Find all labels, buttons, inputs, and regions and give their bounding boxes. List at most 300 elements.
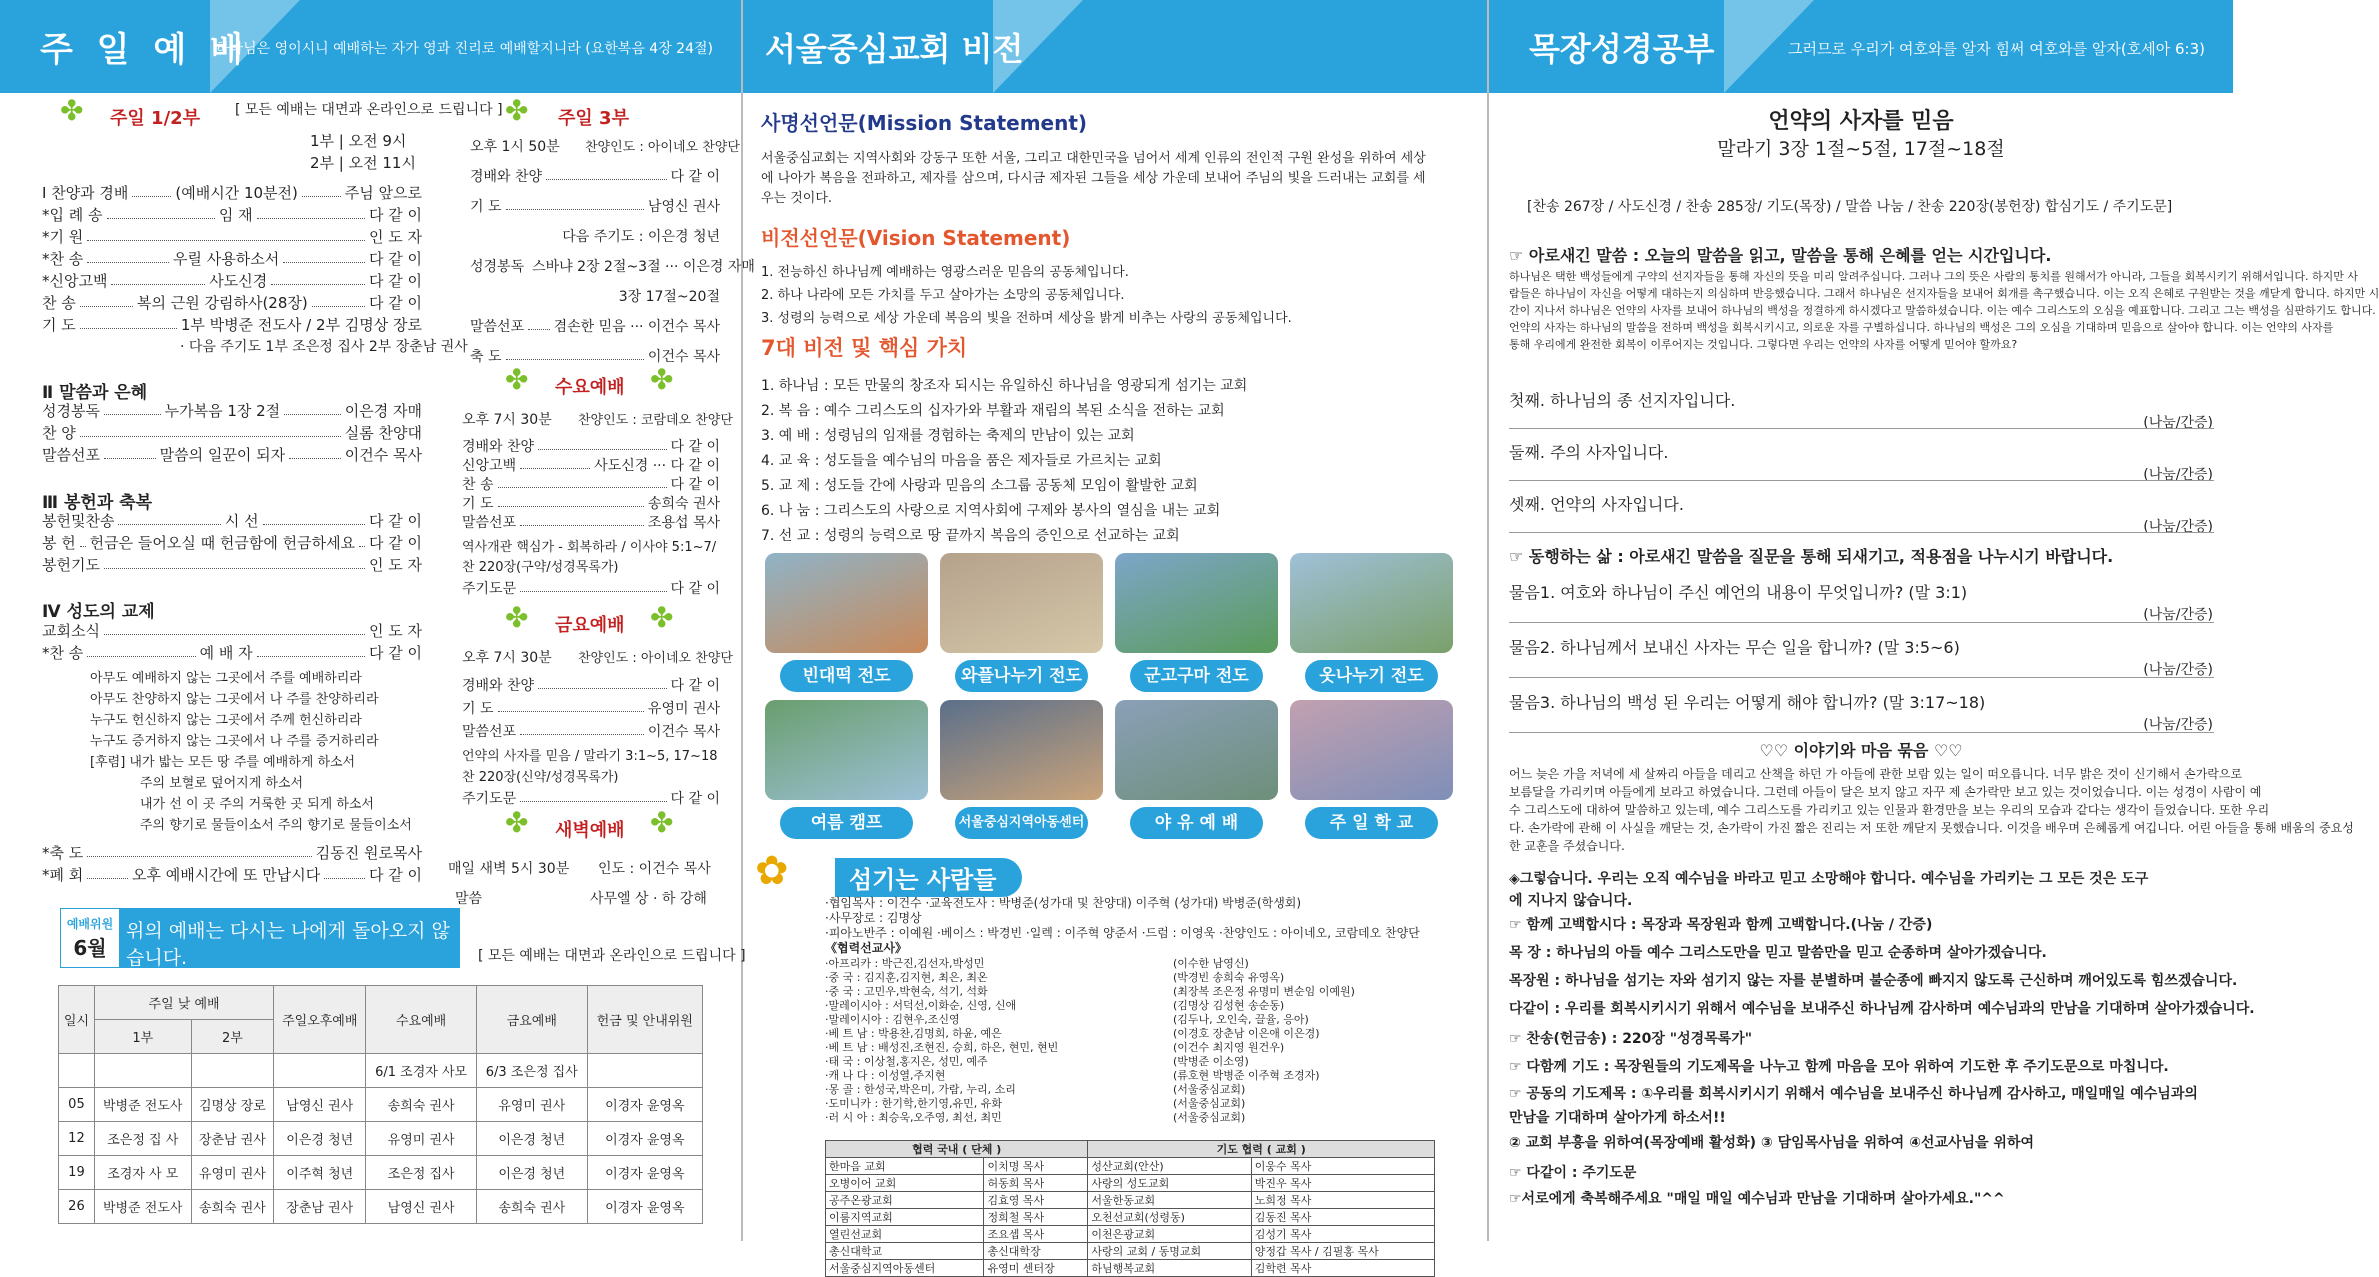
order-row [462,721,720,741]
order-person: 인 도 자 [368,556,422,574]
story-line: 수 그리스도에 대하여 말씀하고 있는데, 예수 그리스도를 가리키고 있는 인물과 환경만을 보는 우리의 모습과 같다는 생각이 들었습니다. 또한 우리 [1509,803,2270,817]
leader-dots [498,698,644,712]
missionary-sponsor: (이건수 최지영 원건우) [1173,1041,1285,1054]
table-header: 헌금 및 안내위원 [587,986,702,1054]
order-row [42,510,422,531]
photo-caption: 여름 캠프 [780,807,913,839]
order-item: 말씀선포 [462,724,517,740]
missionary-sponsor: (이경호 장춘남 이은애 이은경) [1173,1027,1320,1040]
value-item: 2. 복 음 : 예수 그리스도의 십자가와 부활과 재림의 복된 소식을 전하는 교회 [761,403,1225,419]
missionary-name: ·태 국 : 이상철,홍지은, 성민, 예주 [825,1055,988,1068]
table-cell: 이경자 윤영옥 [587,1088,702,1122]
answer-line [1509,532,2214,533]
share-label: (나눔/간증) [2143,467,2213,483]
table-cell: 송희숙 권사 [476,1190,587,1224]
order-item: 말씀선포 [42,446,100,464]
order-item: Ⅰ 찬양과 경배 [42,184,129,202]
coop-cell: 사랑의 교회 / 동명교회 [1088,1243,1251,1260]
table-cell [94,1054,191,1088]
coop-cell: 하님행복교회 [1088,1260,1251,1277]
leader-dots [506,346,644,360]
order-person: 다 같 이 [670,678,720,694]
order-person: 다 같 이 [670,439,720,455]
table-header: 수요예배 [366,986,477,1054]
coop-cell: 김효영 목사 [984,1192,1088,1209]
service3-time: 오후 1시 50분 [470,139,560,155]
section2-title: Ⅱ 말씀과 은혜 [42,383,148,403]
intro-line: 통해 우리에게 완전한 회복이 이루어지는 것입니다. 그렇다면 우리는 언약의 사자를 어떻게 믿어야 할까요? [1509,338,2018,351]
service3-title: 주일 3부 [558,108,629,129]
value-item: 6. 나 눔 : 그리스도의 사랑으로 지역사회에 구제와 봉사의 열심을 내는 교회 [761,503,1221,519]
answer-line [1509,428,2214,429]
order-item: 찬 송 [462,477,494,493]
table-cell: 유영미 권사 [476,1088,587,1122]
leader-dots [359,532,365,547]
order-item: *폐 회 [42,866,84,884]
order-row [42,422,422,443]
order-row [470,166,720,186]
coop-cell: 오병이어 교회 [826,1175,984,1192]
committee-table [58,985,703,1224]
share-label: (나눔/간증) [2143,607,2213,623]
dawn-word-value: 사무엘 상 · 하 강해 [590,891,707,907]
vision-column [743,0,1489,1275]
order-row [42,864,422,885]
activity-photo [1290,553,1453,653]
missionary-name: ·러 시 아 : 최승욱,오주영, 최선, 최민 [825,1111,1002,1124]
order-item: 기 도 [42,316,76,334]
vision-header [743,0,1487,93]
share-label: (나눔/간증) [2143,717,2213,733]
closing-line: 만남을 기대하며 살아가게 하소서!! [1509,1110,1726,1126]
order-row [42,400,422,421]
study-header-title: 목장성경공부 [1529,29,1715,68]
committee-banner [120,908,460,985]
missionary-name: ·베 트 남 : 배성진,조현진, 승희, 하은, 현민, 현빈 [825,1041,1059,1054]
order-person: 다 같 이 [670,581,720,597]
order-person: 주님 앞으로 [344,184,423,202]
leader-dots [263,510,365,525]
table-header: 금요예배 [476,986,587,1054]
value-item: 4. 교 육 : 성도들을 예수님의 마음을 품은 제자들로 가르치는 교회 [761,453,1162,469]
leader-dots [80,532,86,547]
coop-cell: 총신대학교 [826,1243,984,1260]
table-cell: 이은경 청년 [274,1122,366,1156]
wed-time: 오후 7시 30분 [462,412,552,428]
clover-icon: ✤ [650,363,674,396]
table-cell: 장춘남 권사 [191,1122,274,1156]
order-person: 조용섭 목사 [647,515,720,531]
leader-dots [80,314,177,329]
story-line: 어느 늦은 가을 저녁에 세 살짜리 아들을 데리고 산책을 하던 가 아들에 관한 보람 있는 일이 떠오릅니다. 너무 밝은 것이 신기해서 손가락으로 [1509,767,2243,781]
order-person: 이은경 자매 [344,402,423,420]
wed-text: 찬 220장(구약/성경목록가) [462,560,619,575]
order-item: 성경봉독 [470,259,525,275]
closing-line: ☞ 다함께 기도 : 목장원들의 기도제목을 나누고 함께 마음을 모아 위하여 기도한 후 주기도문으로 마칩니다. [1509,1059,2169,1075]
leader-dots [520,578,666,592]
coop-cell: 정희철 목사 [984,1209,1088,1226]
order-row [462,474,720,494]
activity-photo [1115,700,1278,800]
service1-time: 1부 | 오전 9시 [310,132,407,150]
seven-title: 7대 비전 및 핵심 가치 [761,336,968,360]
fri-leader: 찬양인도 : 아이네오 찬양단 [578,651,733,666]
mission-text-1: 서울중심교회는 지역사회와 강동구 또한 서울, 그리고 대한민국을 넘어서 세계 인류의 전인적 구원 완성을 위하여 세상 [761,151,1426,166]
table-row [59,1054,703,1088]
order-content: 누가복음 1장 2절 [164,402,281,420]
order-content: (예배시간 10분전) [175,184,298,202]
table-cell: 유영미 권사 [366,1122,477,1156]
table-cell: 이은경 청년 [476,1122,587,1156]
vision-item: 2. 하나 나라에 모든 가치를 두고 살아가는 소망의 공동체입니다. [761,288,1125,303]
value-item: 3. 예 배 : 성령님의 임재를 경험하는 축제의 만남이 있는 교회 [761,428,1135,444]
coop-row [826,1243,1435,1260]
coop-cell: 한마음 교회 [826,1158,984,1175]
committee-label: 예배위원 [66,917,114,931]
lyric-line: 주의 보혈로 덮어지게 하소서 [140,776,304,791]
vision-item: 1. 전능하신 하나님께 예배하는 영광스러운 믿음의 공동체입니다. [761,265,1129,280]
clover-icon: ✤ [505,601,529,634]
coop-cell: 이천은광교회 [1088,1226,1251,1243]
leader-dots [132,182,171,197]
order-item: *축 도 [42,844,84,862]
table-header-row [59,986,703,1020]
order-row [42,620,422,641]
coop-cell: 허동희 목사 [984,1175,1088,1192]
leader-dots [104,554,365,569]
coop-header: 기도 협력 ( 교회 ) [1088,1141,1435,1158]
leader-dots [538,436,666,450]
order-person: 다음 주기도 : 이은경 청년 [562,229,720,245]
clover-icon: ✤ [60,94,84,127]
leader-dots [118,510,220,525]
committee-month: 6월 [73,936,107,960]
order-person: 겸손한 믿음 ··· 이건수 목사 [553,319,720,335]
table-cell: 남영신 권사 [366,1190,477,1224]
study-point: 첫째. 하나님의 종 선지자입니다. [1509,391,1736,410]
leader-dots [107,204,215,219]
walk-heading: ☞ 동행하는 삶 : 아로새긴 말씀을 질문을 통해 되새기고, 적용점을 나누시기 바랍니다. [1509,547,2114,566]
photo-caption: 군고구마 전도 [1130,660,1263,692]
vision-title: 서울중심교회 비전 [765,29,1024,68]
answer-line [1509,677,2214,678]
table-cell: 이은경 청년 [476,1156,587,1190]
value-item: 1. 하나님 : 모든 만물의 창조자 되시는 유일하신 하나님을 영광되게 섬기는 교회 [761,378,1248,394]
table-cell: 조경자 사 모 [94,1156,191,1190]
photo-caption: 주 일 학 교 [1305,807,1438,839]
order-row [470,316,720,336]
order-content: 시 선 [224,512,259,530]
missionary-name: ·아프리카 : 박근진,김선자,박성민 [825,957,985,970]
order-person: 인 도 자 [368,228,422,246]
order-row [42,182,422,203]
coop-cell: 김성기 목사 [1251,1226,1434,1243]
coop-cell: 김학련 목사 [1251,1260,1434,1277]
table-cell: 12 [59,1122,95,1156]
missionary-name: ·중 국 : 고민우,박현숙, 석기, 석화 [825,985,988,998]
table-cell: 19 [59,1156,95,1190]
closing-line: ☞ 공동의 기도제목 : ①우리를 회복시키시기 위해서 예수님을 보내주신 하나님께 감사하고, 매일매일 예수님과의 [1509,1086,2198,1102]
order-row [462,436,720,456]
leader-dots [284,400,341,415]
order-row [470,256,755,276]
section3-title: Ⅲ 봉헌과 축복 [42,493,153,513]
fri-text: 언약의 사자를 믿음 / 말라기 3:1~5, 17~18 [462,749,718,764]
order-item: *입 례 송 [42,206,103,224]
order-item: *신앙고백 [42,272,108,290]
table-cell [191,1054,274,1088]
table-cell: 조은정 집 사 [94,1122,191,1156]
study-header-sub: 그러므로 우리가 여호와를 알자 힘써 여호와를 알자(호세아 6:3) [1788,40,2205,58]
leader-dots [87,842,312,857]
answer-line [1509,622,2214,623]
order-row [42,314,422,335]
clover-icon: ✤ [505,806,529,839]
intro-line: 간이 지나서 하나님은 언약의 사자를 보내어 하나님의 백성을 정결하게 하시겠다고 말씀하셨습니다. 이는 예수 그리스도의 오심을 예표합니다. 그리고 그는 백성을 심판하기도 합니다. [1509,304,2376,317]
table-cell: 조은정 집사 [366,1156,477,1190]
order-person: 이건수 목사 [647,349,720,365]
dawn-time: 매일 새벽 5시 30분 [448,861,570,877]
lyric-line: 아무도 예배하지 않는 그곳에서 주를 예배하리라 [90,671,362,686]
clover-icon: ✤ [505,94,529,127]
leader-dots [289,444,341,459]
coop-cell: 김동진 목사 [1251,1209,1434,1226]
coop-cell: 오천선교회(성령동) [1088,1209,1251,1226]
activity-photo [1290,700,1453,800]
story-line: 한 교훈을 주셨습니다. [1509,839,1625,853]
table-cell: 이경자 윤영옥 [587,1122,702,1156]
share-label: (나눔/간증) [2143,415,2213,431]
coop-cell: 공주온광교회 [826,1192,984,1209]
order-person: 다 같 이 [670,791,720,807]
dawn-leader: 인도 : 이건수 목사 [598,861,711,877]
photo-caption: 야 유 예 배 [1130,807,1263,839]
wed-leader: 찬양인도 : 코람데오 찬양단 [578,413,733,428]
leader-dots [546,166,666,180]
order-item: 신앙고백 [462,458,517,474]
order-item: 교회소식 [42,622,100,640]
activity-photo [940,700,1103,800]
leader-dots [324,864,365,879]
missionary-sponsor: (서울중심교회) [1173,1083,1246,1096]
table-header: 주일 낮 예배 [94,986,273,1020]
study-question: 물음2. 하나님께서 보내신 사자는 무슨 일을 합니까? (말 3:5~6) [1509,638,1960,657]
coop-cell: 성산교회(안산) [1088,1158,1251,1175]
coop-cell: 노희정 목사 [1251,1192,1434,1209]
order-person: 스바냐 2장 2절~3절 ··· 이은경 자매 [532,259,755,275]
clover-icon: ✤ [650,601,674,634]
order-row [42,204,422,225]
coop-cell: 서울중심지역아동센터 [826,1260,984,1277]
order-person: 3장 17절~20절 [618,289,720,305]
order-content: 임 재 [218,206,253,224]
worship-subtitle: 하나님은 영이시니 예배하는 자가 영과 진리로 예배할지니라 (요한복음 4장 24절) [216,41,713,57]
order-row [462,788,720,808]
order-content: 사도신경 [209,272,268,290]
missionary-sponsor: (서울중심교회) [1173,1097,1246,1110]
spacer [470,286,619,306]
intro-line: 하나님은 택한 백성들에게 구약의 선지자들을 통해 자신의 뜻을 미리 알려주십니다. 그러나 그의 뜻은 사람의 통치를 원해서가 아니라, 그들을 회복시키기 위해서입니다. 하지만 사 [1509,270,2358,283]
table-cell: 6/1 조경자 사모 [366,1054,477,1088]
leader-dots [520,721,644,735]
leader-dots [104,620,365,635]
study-order: [찬송 267장 / 사도신경 / 찬송 285장/ 기도(목장) / 말씀 나눔 / 찬송 220장(봉헌장) 합심기도 / 주기도문] [1527,199,2173,215]
order-row [42,248,422,269]
leader-dots [520,788,666,802]
wed-title: 수요예배 [555,377,625,398]
order-item: 경배와 찬양 [462,678,535,694]
order-person: 김동진 원로목사 [315,844,422,862]
order-person: 다 같 이 [670,477,720,493]
order-content: 헌금은 들어오실 때 헌금함에 헌금하세요 [89,534,356,552]
closing-line: ☞서로에게 축복해주세요 "매일 매일 예수님과 만남을 기대하며 살아가세요."^^ [1509,1191,2005,1207]
coop-row [826,1158,1435,1175]
order-item: 축 도 [470,349,502,365]
table-row [59,1122,703,1156]
worship-title: 주 일 예 배 [40,30,249,70]
clover-icon: ✤ [650,806,674,839]
order-row [462,675,720,695]
order-row [42,292,422,313]
section4-title: Ⅳ 성도의 교제 [42,602,155,622]
coop-row [826,1209,1435,1226]
mission-title: 사명선언문(Mission Statement) [761,111,1088,135]
study-title: 언약의 사자를 믿음 [1768,109,1954,134]
order-row [462,512,720,532]
order-person: 다 같 이 [369,866,423,884]
table-cell: 6/3 조은정 집사 [476,1054,587,1088]
missionary-name: ·베 트 남 : 박용찬,김명희, 하윤, 예은 [825,1027,1002,1040]
closing-line: ◈그렇습니다. 우리는 오직 예수님을 바라고 믿고 소망해야 합니다. 예수님을 가리키는 그 모든 것은 도구 [1509,871,2149,887]
table-cell: 26 [59,1190,95,1224]
order-person: 다 같 이 [369,534,423,552]
leader-dots [302,182,341,197]
order-item: *찬 송 [42,250,84,268]
missionary-name: ·말레이시아 : 김현우,조신영 [825,1013,960,1026]
closing-line: 에 지나지 않습니다. [1509,893,1633,909]
next-prayer: · 다음 주기도 1부 조은정 집사 2부 장춘남 권사 [180,339,468,355]
table-cell: 박병준 전도사 [94,1088,191,1122]
order-row [42,642,422,663]
table-row [59,1190,703,1224]
study-question: 물음1. 여호와 하나님이 주신 예언의 내용이 무엇입니까? (말 3:1) [1509,583,1968,602]
study-point: 둘째. 주의 사자입니다. [1509,443,1669,462]
leader-dots [87,864,128,879]
table-row [59,1088,703,1122]
order-person: 다 같 이 [369,272,423,290]
story-title: ♡♡ 이야기와 마음 묶음 ♡♡ [1759,741,1963,760]
coop-cell: 이룸지역교회 [826,1209,984,1226]
missionaries-title: 《협력선교사》 [825,941,907,955]
servers-line-1: ·협임목사 : 이건수 ·교육전도사 : 박병준(성가대 및 찬양대) 이주혁 (성가대) 박병준(학생회) [825,896,1302,910]
mission-text-3: 우는 것이다. [761,191,833,206]
coop-cell: 사랑의 성도교회 [1088,1175,1251,1192]
order-person: 다 같 이 [368,512,422,530]
vision-statement-title: 비전선언문(Vision Statement) [761,226,1071,250]
table-cell: 05 [59,1088,95,1122]
order-item: 찬 양 [42,424,76,442]
table-cell: 김명상 장로 [191,1088,274,1122]
closing-line: ☞ 찬송(헌금송) : 220장 "성경목록가" [1509,1031,1753,1047]
missionary-name: ·캐 나 다 : 이성열,주지현 [825,1069,946,1082]
activity-photo [940,553,1103,653]
share-label: (나눔/간증) [2143,662,2213,678]
service2-time: 2부 | 오전 11시 [310,154,416,172]
order-row [42,226,422,247]
intro-line: 람들은 하나님이 자신을 어떻게 대하는지 의심하며 반응했습니다. 그래서 하나님은 선지자들을 보내어 회개를 촉구했습니다. 이는 오직 은혜로 구원받는 것을 깨닫게 합니다. 하지만 시 [1509,287,2379,300]
answer-line [1509,732,2214,733]
lyric-line: [후렴] 내가 밟는 모든 땅 주를 예배하게 하소서 [90,755,356,770]
servers-line-3: ·피아노반주 : 이예원 ·베이스 : 박경빈 ·일렉 : 이주혁 양준서 ·드럼 : 이영욱 ·찬양인도 : 아이네오, 코람데오 찬양단 [825,926,1420,940]
table-header: 일시 [59,986,95,1054]
order-item: 성경봉독 [42,402,100,420]
coop-cell: 조요셉 목사 [984,1226,1088,1243]
share-label: (나눔/간증) [2143,519,2213,535]
order-content: 말씀의 일꾼이 되자 [159,446,286,464]
order-item: *찬 송 [42,644,84,662]
order-person: 이건수 목사 [344,446,422,464]
order-row [470,286,720,306]
order-item: 주기도문 [462,791,517,807]
lyric-line: 내가 선 이 곳 주의 거룩한 곳 되게 하소서 [140,797,374,812]
activity-photo [1115,553,1278,653]
leader-dots [87,248,169,263]
missionary-name: ·몽 골 : 한성국,박은미, 가람, 누리, 소리 [825,1083,1016,1096]
table-header: 2부 [191,1020,274,1054]
order-person: 1부 박병준 전도사 / 2부 김명상 장로 [180,316,422,334]
order-person: 다 같 이 [368,250,422,268]
order-item: *기 원 [42,228,84,246]
missionary-name: ·도미니카 : 한기학,한기영,유민, 유화 [825,1097,1002,1110]
missionary-sponsor: (박병준 이소영) [1173,1055,1249,1068]
table-cell: 장춘남 권사 [274,1190,366,1224]
missionary-sponsor: (이수한 남영신) [1173,957,1249,970]
order-row [462,455,720,475]
table-header: 1부 [94,1020,191,1054]
order-person: 유영미 권사 [647,701,720,717]
coop-row [826,1260,1435,1277]
activity-photo [765,700,928,800]
leader-dots [104,400,161,415]
leader-dots [111,270,205,285]
table-cell: 이경자 윤영옥 [587,1190,702,1224]
closing-line: ☞ 함께 고백합시다 : 목장과 목장원과 함께 고백합니다.(나눔 / 간증) [1509,917,1933,933]
leader-dots [498,493,644,507]
closing-line: 목장원 : 하나님을 섬기는 자와 섬기지 않는 자를 분별하며 불순종에 빠지지 않도록 근신하며 깨어있도록 힘쓰겠습니다. [1509,973,2238,989]
servers-line-2: ·사무장로 : 김명상 [825,911,922,925]
missionary-name: ·말레이시아 : 서덕선,이화순, 신영, 신애 [825,999,1017,1012]
leader-dots [271,270,365,285]
coop-cell: 서울한동교회 [1088,1192,1251,1209]
coop-cell: 이웅수 목사 [1251,1158,1434,1175]
order-row [462,698,720,718]
table-cell: 남영신 권사 [274,1088,366,1122]
spacer [470,226,562,246]
missionary-sponsor: (김두나, 오인숙, 끌율, 응아) [1173,1013,1309,1026]
leader-dots [104,444,156,459]
table-cell [59,1054,95,1088]
order-person: 남영신 권사 [647,199,720,215]
order-row [42,842,422,863]
table-cell [274,1054,366,1088]
leader-dots [520,455,590,469]
missionary-sponsor: (서울중심교회) [1173,1111,1246,1124]
order-item: 기 도 [462,496,494,512]
coop-row [826,1175,1435,1192]
order-item: 봉 헌 [42,534,76,552]
coop-row [826,1192,1435,1209]
value-item: 7. 선 교 : 성령의 능력으로 땅 끝까지 복음의 증인으로 선교하는 교회 [761,528,1180,544]
